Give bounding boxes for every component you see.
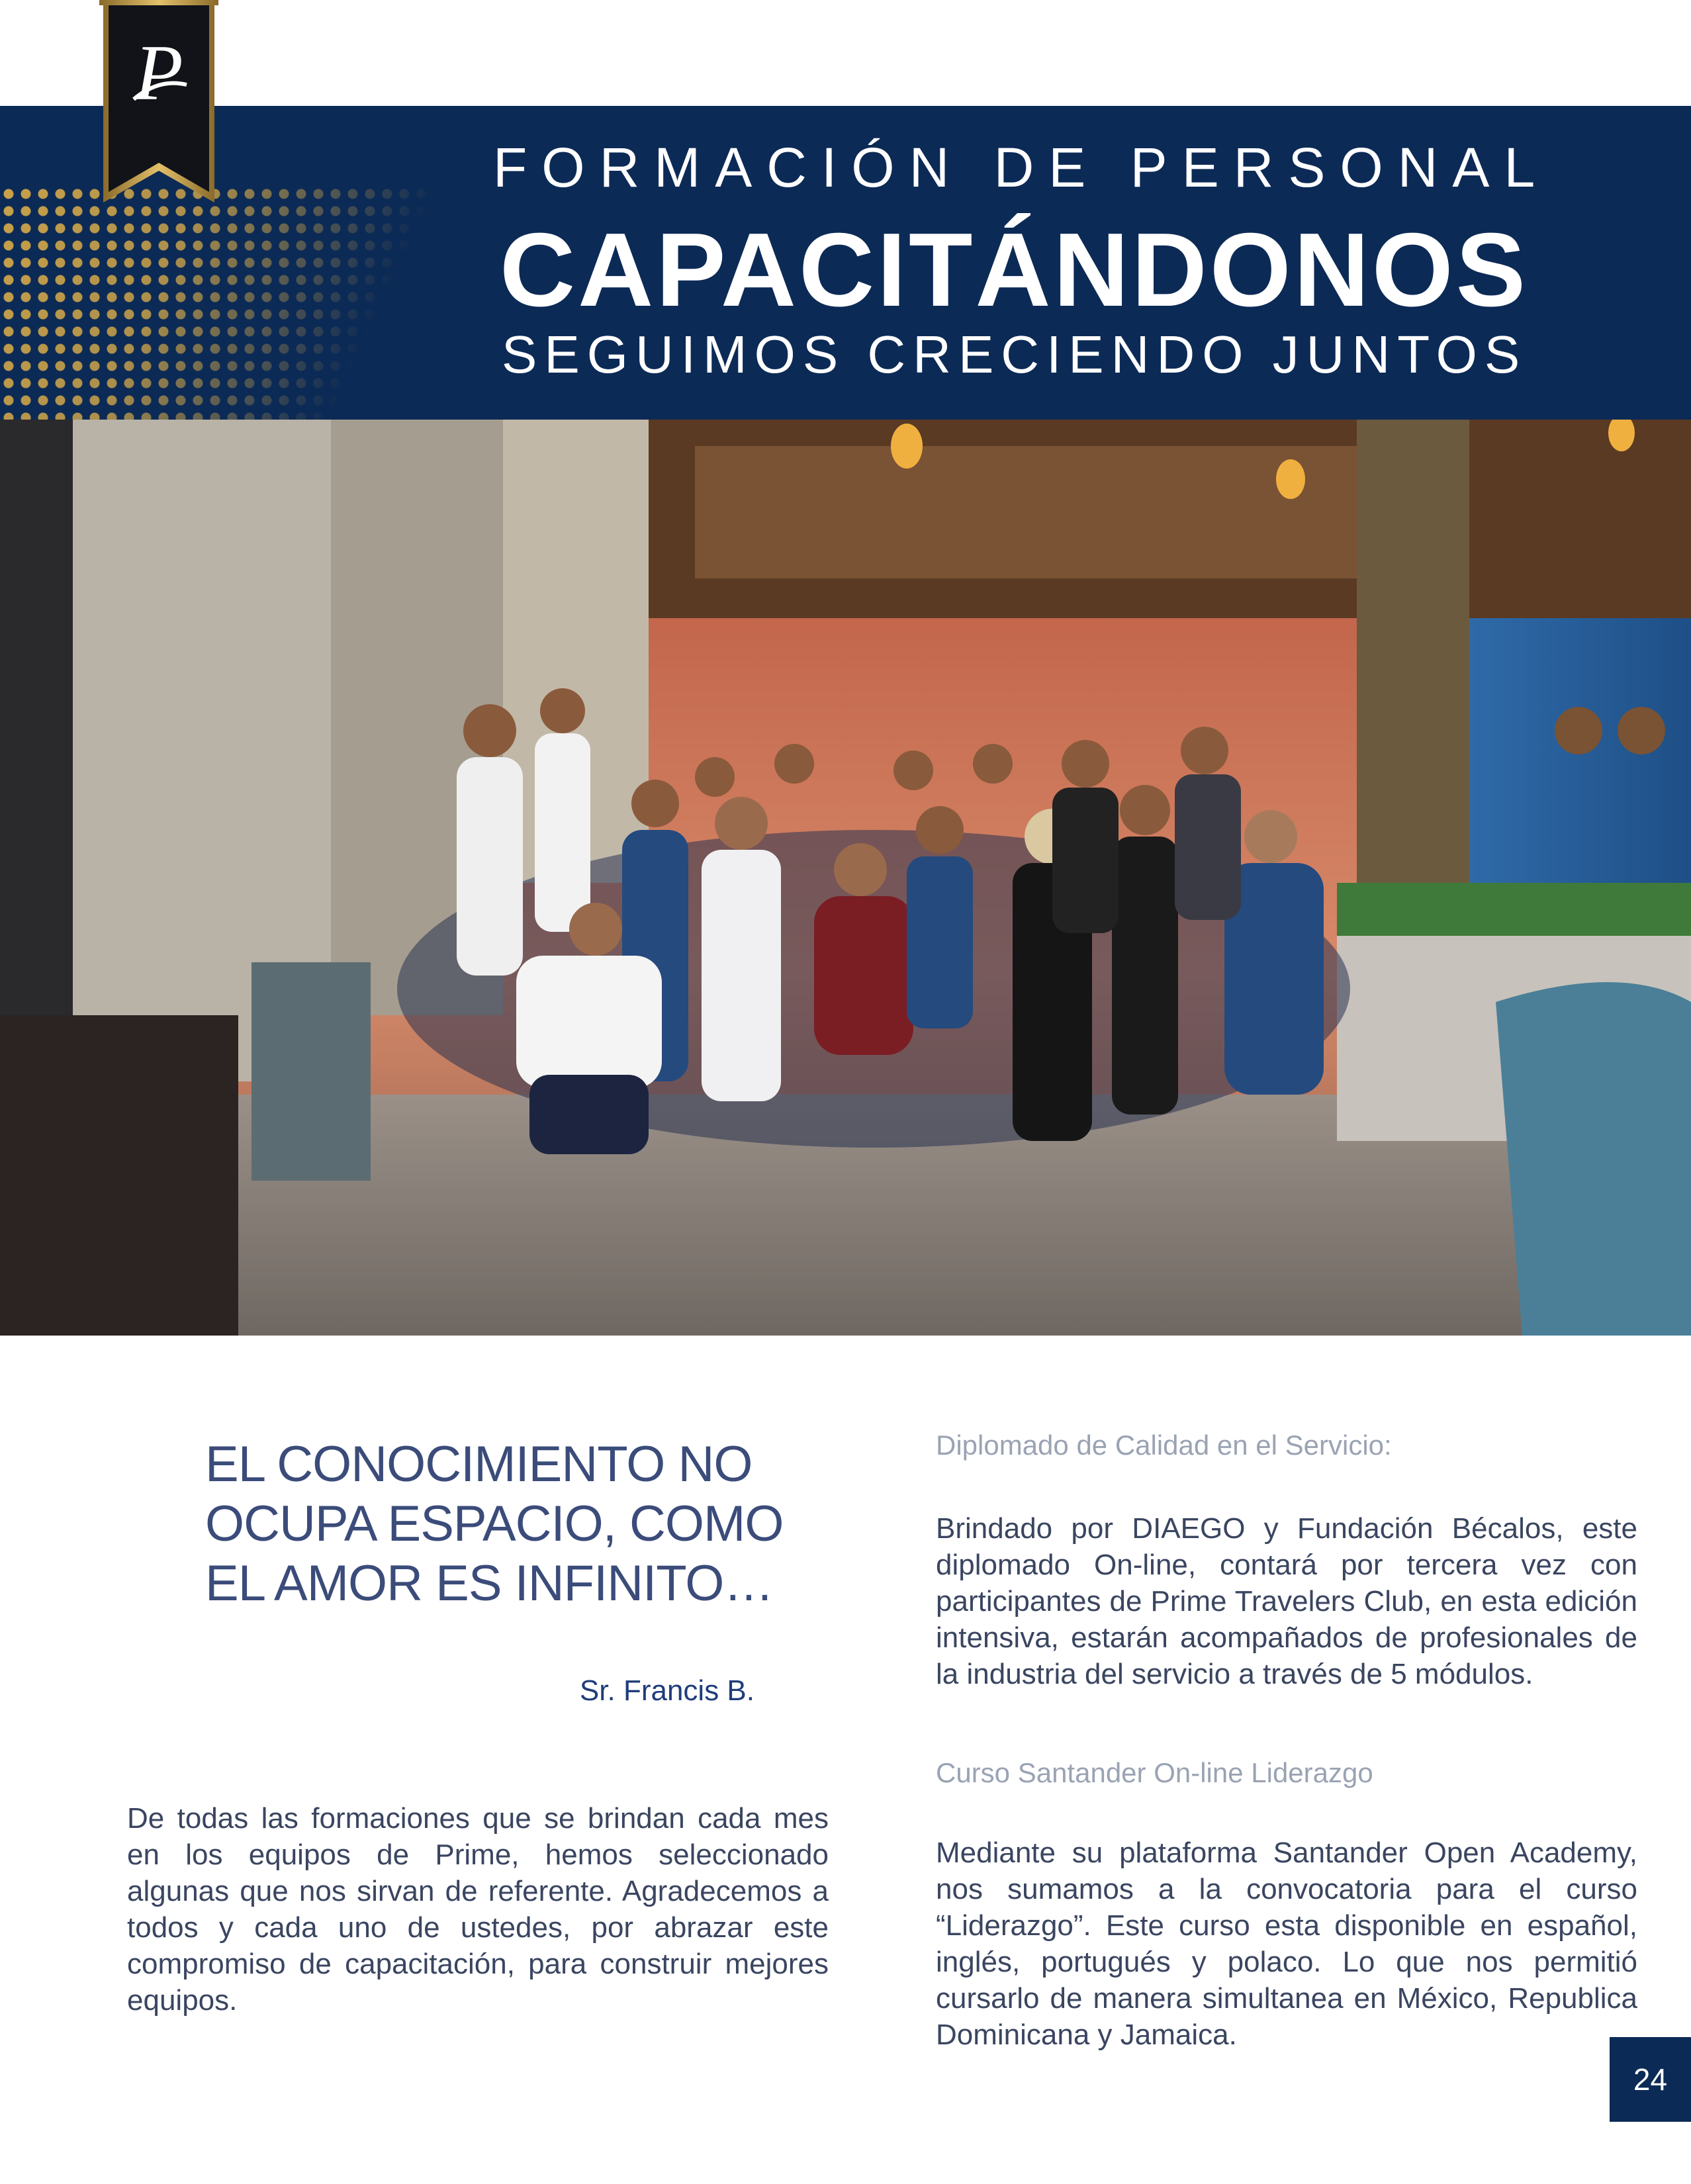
intro-paragraph: De todas las formaciones que se brindan cada mes en los equipos de Prime, hemos seleccionado algunas que nos sirvan de referente. Agradecemos a todos y cada uno de ustedes, por abrazar este compromiso de capacitación, para construir mejores equipos. [127,1802,829,2017]
team-group-photo [0,420,1691,1336]
prime-p-logo-icon [99,0,218,206]
page-subtitle: SEGUIMOS CRECIENDO JUNTOS [502,325,1528,384]
page-title: CAPACITÁNDONOS [500,212,1529,328]
svg-text:P: P [134,28,183,116]
section-body-diplomado: Brindado por DIAEGO y Fundación Bécalos, este diplomado On-line, contará por tercera vez con participantes de Prime Travelers Club, en esta edición intensiva, estarán acompañados de profesionales de la industria del servicio a través de 5 módulos. [936,1512,1637,1690]
section-title-diplomado: Diplomado de Calidad en el Servicio: [936,1430,1392,1461]
gold-dot-pattern [0,185,477,420]
section-body-santander: Mediante su plataforma Santander Open Academy, nos sumamos a la convocatoria para el curso “Liderazgo”. Este curso esta disponible en español, inglés, portugués y polaco. Lo que nos permitió cursarlo de manera simultanea en México, Republica Dominicana y Jamaica. [936,1837,1637,2051]
quote-author: Sr. Francis B. [579,1674,754,1707]
section-kicker: FORMACIÓN DE PERSONAL [493,136,1550,199]
section-title-santander: Curso Santander On-line Liderazgo [936,1757,1373,1788]
pull-quote: EL CONOCIMIENTO NO OCUPA ESPACIO, COMO EL AMOR ES INFINITO… [205,1436,784,1612]
page-number: 24 [1610,2037,1691,2122]
